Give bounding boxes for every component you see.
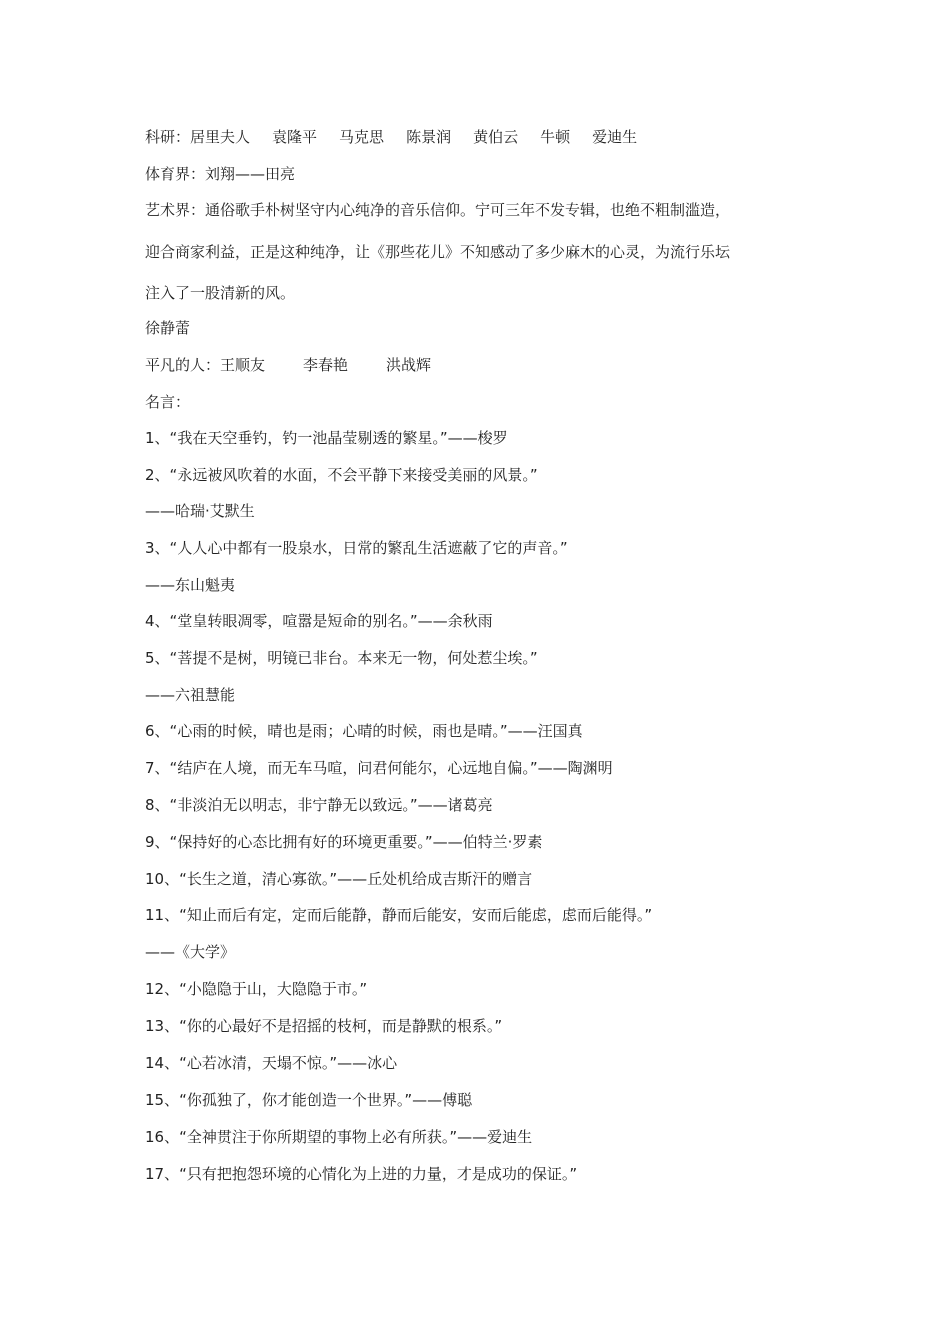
quotes-heading: 名言： — [145, 393, 191, 411]
research-name: 黄伯云 — [473, 128, 519, 146]
research-name: 马克思 — [339, 128, 385, 146]
art-paragraph-line: 注入了一股清新的风。 — [145, 284, 296, 302]
ordinary-name: 李春艳 — [303, 356, 349, 374]
quote-line: 8、“非淡泊无以明志，非宁静无以致远。”——诸葛亮 — [145, 796, 493, 814]
quote-line: 15、“你孤独了，你才能创造一个世界。”——傅聪 — [145, 1091, 473, 1109]
quote-attribution: ——六祖慧能 — [145, 686, 236, 704]
quote-line: 6、“心雨的时候，晴也是雨；心晴的时候，雨也是晴。”——汪国真 — [145, 722, 583, 740]
sports-line: 体育界：刘翔——田亮 — [145, 165, 296, 183]
ordinary-label: 平凡的人： — [145, 356, 221, 374]
quote-line: 14、“心若冰清，天塌不惊。”——冰心 — [145, 1054, 398, 1072]
research-name: 居里夫人 — [190, 128, 251, 146]
research-name: 袁隆平 — [272, 128, 318, 146]
quote-line: 2、“永远被风吹着的水面，不会平静下来接受美丽的风景。” — [145, 466, 538, 484]
quote-line: 13、“你的心最好不是招摇的枝柯，而是静默的根系。” — [145, 1017, 503, 1035]
quote-line: 7、“结庐在人境，而无车马喧，问君何能尔，心远地自偏。”——陶渊明 — [145, 759, 613, 777]
quote-line: 3、“人人心中都有一股泉水，日常的繁乱生活遮蔽了它的声音。” — [145, 539, 568, 557]
research-name: 牛顿 — [540, 128, 571, 146]
ordinary-name: 洪战辉 — [386, 356, 432, 374]
quote-line: 11、“知止而后有定，定而后能静，静而后能安，安而后能虑，虑而后能得。” — [145, 906, 653, 924]
xu-jinglei-line: 徐静蕾 — [145, 319, 191, 337]
quote-line: 16、“全神贯注于你所期望的事物上必有所获。”——爱迪生 — [145, 1128, 533, 1146]
art-paragraph-line: 迎合商家利益，正是这种纯净，让《那些花儿》不知感动了多少麻木的心灵，为流行乐坛 — [145, 243, 731, 261]
quote-line: 5、“菩提不是树，明镜已非台。本来无一物，何处惹尘埃。” — [145, 649, 538, 667]
quote-line: 10、“长生之道，清心寡欲。”——丘处机给成吉斯汗的赠言 — [145, 870, 533, 888]
ordinary-name: 王顺友 — [220, 356, 266, 374]
research-name: 爱迪生 — [592, 128, 638, 146]
art-paragraph-line: 艺术界：通俗歌手朴树坚守内心纯净的音乐信仰。宁可三年不发专辑，也绝不粗制滥造， — [145, 201, 731, 219]
research-label: 科研： — [145, 128, 191, 146]
quote-line: 4、“堂皇转眼凋零，喧嚣是短命的别名。”——余秋雨 — [145, 612, 493, 630]
research-name: 陈景润 — [406, 128, 452, 146]
quote-attribution: ——东山魁夷 — [145, 576, 236, 594]
quote-attribution: ——《大学》 — [145, 943, 236, 961]
quote-line: 9、“保持好的心态比拥有好的环境更重要。”——伯特兰·罗素 — [145, 833, 543, 851]
quote-line: 17、“只有把抱怨环境的心情化为上进的力量，才是成功的保证。” — [145, 1165, 578, 1183]
quote-attribution: ——哈瑞·艾默生 — [145, 502, 255, 520]
quote-line: 12、“小隐隐于山，大隐隐于市。” — [145, 980, 368, 998]
research-line — [145, 127, 637, 147]
quote-line: 1、“我在天空垂钓，钓一池晶莹剔透的繁星。”——梭罗 — [145, 429, 508, 447]
ordinary-people-line — [145, 355, 431, 375]
